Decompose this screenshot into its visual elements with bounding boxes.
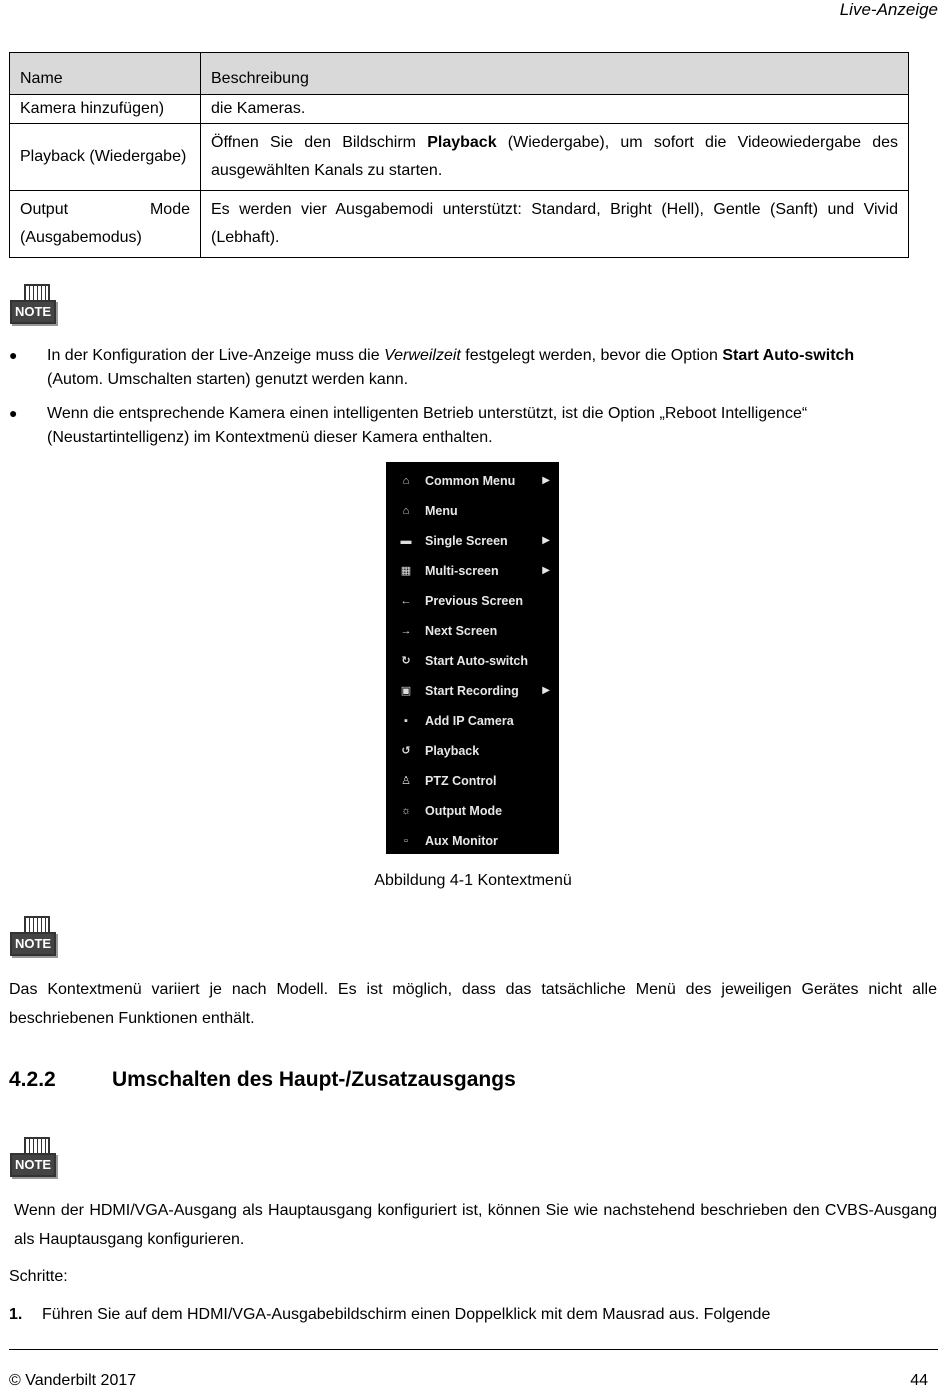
footer-copyright: © Vanderbilt 2017: [9, 1372, 137, 1389]
bullet-text: Wenn die entsprechende Kamera einen intelligenten Betrieb unterstützt, ist die Option „Reboot Intelligence“ (Neustartintelligenz) im Kontextmenü dieser Kamera enthalten.: [47, 405, 808, 446]
steps-label: Schritte:: [9, 1268, 68, 1285]
table-header-description: Beschreibung: [201, 53, 909, 95]
table-cell-description: Es werden vier Ausgabemodi unterstützt: Standard, Bright (Hell), Gentle (Sanft) und Vivid (Lebhaft).: [201, 191, 909, 258]
description-table: [9, 52, 909, 258]
menu-item-label: Multi-screen: [425, 564, 499, 578]
menu-item[interactable]: [386, 646, 559, 676]
table-cell-name: Output Mode (Ausgabemodus): [10, 191, 201, 258]
context-menu-figure: [386, 462, 559, 854]
menu-item[interactable]: [386, 766, 559, 796]
page-number: 44: [910, 1372, 928, 1389]
table-row: [10, 95, 909, 124]
table-row: [10, 191, 909, 258]
table-header-row: [10, 53, 909, 95]
note-icon: NOTE: [10, 284, 56, 324]
bullet-icon: ●: [9, 347, 18, 363]
record-icon: ▣: [400, 685, 412, 697]
aux-monitor-icon: ▫: [404, 835, 408, 847]
refresh-icon: ↻: [401, 655, 411, 667]
ptz-icon: ♙: [401, 775, 411, 787]
menu-item-label: Single Screen: [425, 534, 508, 548]
table-row: [10, 124, 909, 191]
camera-icon: ▬: [400, 535, 412, 547]
step-number: 1.: [9, 1306, 23, 1323]
table-cell-name: Playback (Wiedergabe): [10, 124, 201, 191]
note-paragraph: Das Kontextmenü variiert je nach Modell. Es ist möglich, dass das tatsächliche Menü des jeweiligen Gerätes nicht alle beschriebenen Funktionen enthält.: [9, 981, 937, 1027]
menu-item-label: Menu: [425, 504, 458, 518]
menu-item[interactable]: [386, 826, 559, 856]
note-paragraph: Wenn der HDMI/VGA-Ausgang als Hauptausgang konfiguriert ist, können Sie wie nachstehend beschrieben den CVBS-Ausgang als Hauptausgang konfigurieren.: [14, 1202, 937, 1248]
menu-item[interactable]: [386, 796, 559, 826]
menu-item-label: Start Recording: [425, 684, 519, 698]
menu-item[interactable]: [386, 706, 559, 736]
home-icon: ⌂: [402, 505, 410, 517]
figure-caption: Abbildung 4-1 Kontextmenü: [374, 872, 572, 889]
menu-item[interactable]: [386, 676, 559, 706]
table-cell-name: Kamera hinzufügen): [10, 95, 201, 124]
step-text: Führen Sie auf dem HDMI/VGA-Ausgabebildschirm einen Doppelklick mit dem Mausrad aus. Folgende: [42, 1306, 771, 1323]
playback-icon: ↺: [401, 745, 411, 757]
add-camera-icon: ▪: [404, 715, 408, 727]
table-cell-description: Öffnen Sie den Bildschirm Playback (Wiedergabe), um sofort die Videowiedergabe des ausgewählten Kanals zu starten.: [201, 124, 909, 191]
menu-item-label: Output Mode: [425, 804, 503, 818]
menu-item[interactable]: [386, 496, 559, 526]
menu-item-label: PTZ Control: [425, 774, 497, 788]
menu-item-label: Previous Screen: [425, 594, 523, 608]
menu-item[interactable]: [386, 556, 559, 586]
submenu-arrow-icon: ▶: [542, 565, 550, 576]
sun-icon: ☼: [400, 805, 412, 817]
submenu-arrow-icon: ▶: [542, 685, 550, 696]
bullet-icon: ●: [9, 405, 18, 421]
note-icon: NOTE: [10, 1137, 56, 1177]
submenu-arrow-icon: ▶: [542, 475, 550, 486]
arrow-right-icon: →: [400, 625, 412, 637]
common-menu-icon: ⌂: [402, 475, 410, 487]
footer-rule: [9, 1349, 938, 1350]
menu-item[interactable]: [386, 616, 559, 646]
menu-item-label: Common Menu: [425, 474, 516, 488]
table-header-name: Name: [10, 53, 201, 95]
menu-item-label: Playback: [425, 744, 480, 758]
menu-item-label: Aux Monitor: [425, 834, 498, 848]
submenu-arrow-icon: ▶: [542, 535, 550, 546]
menu-item[interactable]: [386, 526, 559, 556]
menu-item-label: Add IP Camera: [425, 714, 514, 728]
menu-item[interactable]: [386, 736, 559, 766]
page-header-title: Live-Anzeige: [839, 0, 938, 19]
menu-item-label: Start Auto-switch: [425, 654, 529, 668]
arrow-left-icon: ←: [400, 595, 412, 607]
note-icon: NOTE: [10, 916, 56, 956]
table-cell-description: die Kameras.: [201, 95, 909, 124]
bullet-text: In der Konfiguration der Live-Anzeige muss die Verweilzeit festgelegt werden, bevor die Option Start Auto-switch (Autom. Umschalten starten) genutzt werden kann.: [47, 347, 855, 388]
menu-item-label: Next Screen: [425, 624, 498, 638]
menu-item[interactable]: [386, 466, 559, 496]
menu-item[interactable]: [386, 586, 559, 616]
grid-icon: ▦: [400, 565, 412, 577]
